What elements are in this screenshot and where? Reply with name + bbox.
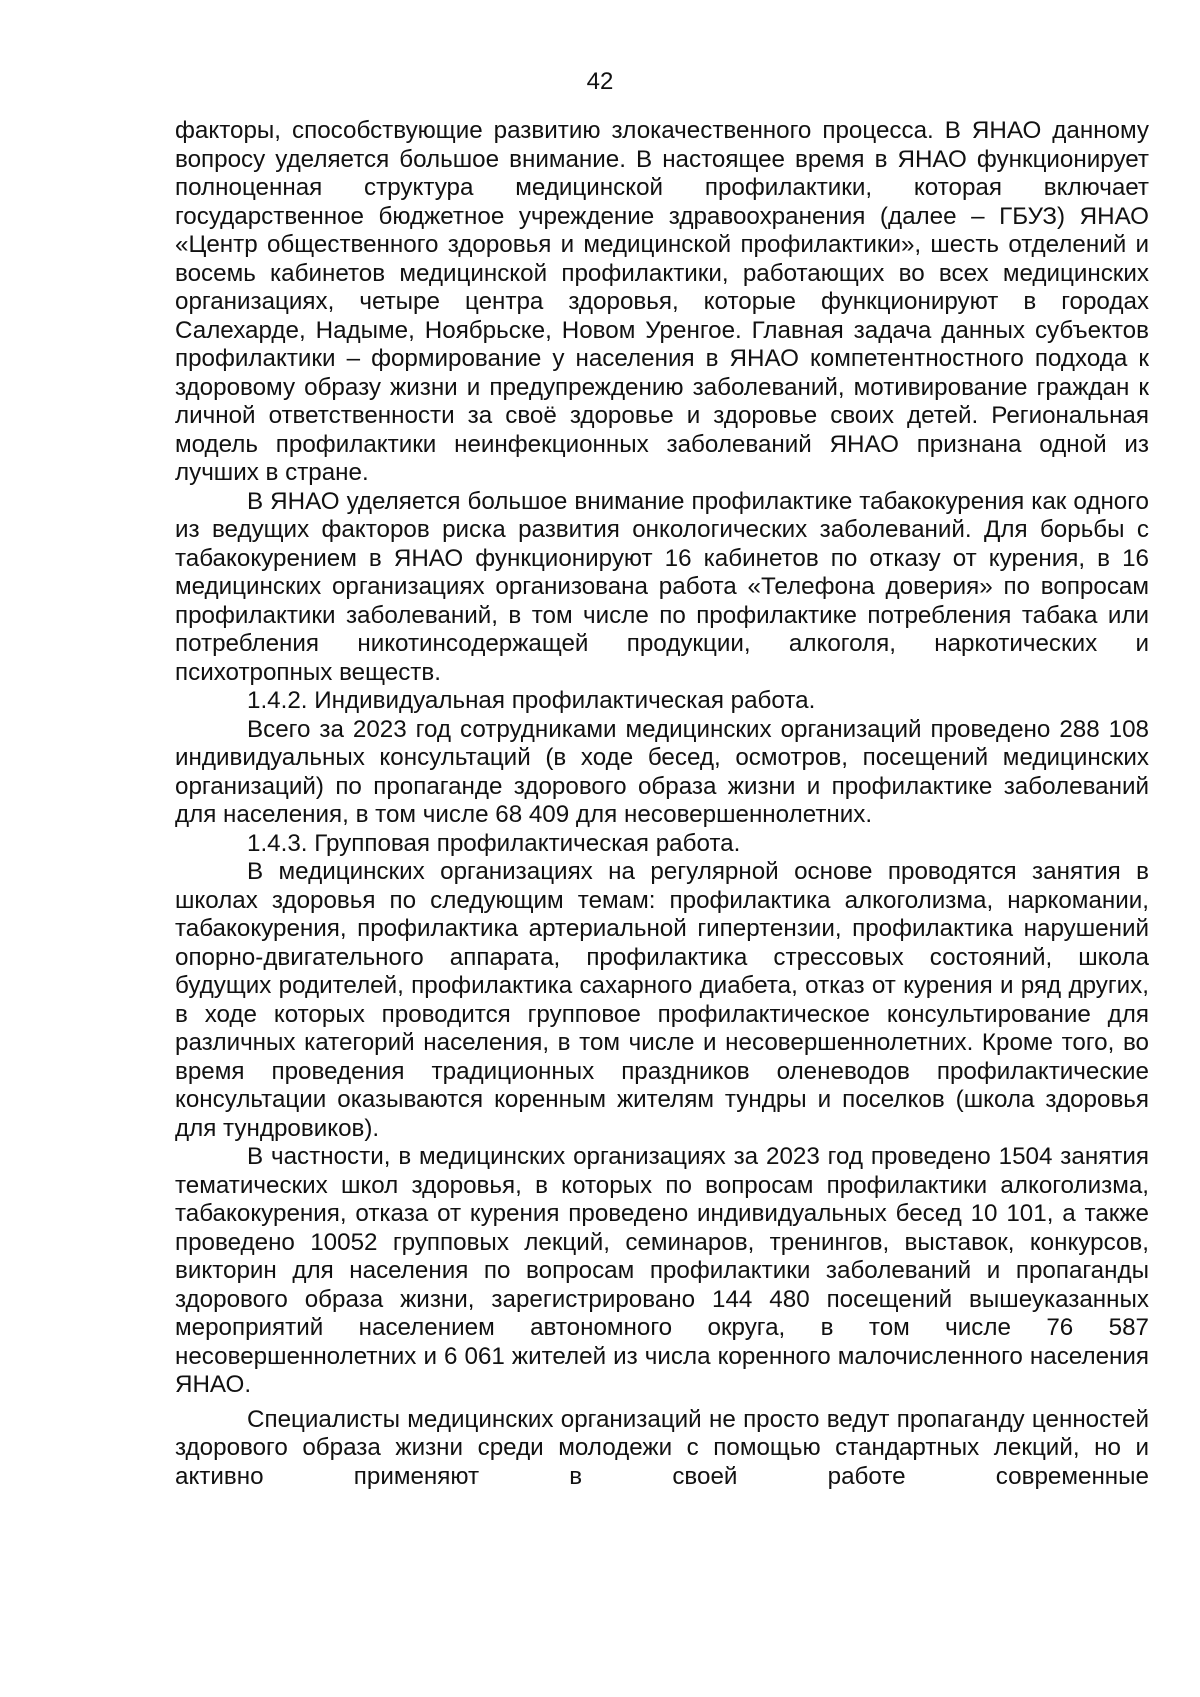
paragraph-cancer-prevention-structure: факторы, способствующие развитию злокачественного процесса. В ЯНАО данному вопросу уделяется большое внимание. В настоящее время в ЯНАО функционирует полноценная структура медицинской профилактики, которая включает государственное бюджетное учреждение здравоохранения (далее – ГБУЗ) ЯНАО «Центр общественного здоровья и медицинской профилактики», шесть отделений и восемь кабинетов медицинской профилактики, работающих во всех медицинских организациях, четыре центра здоровья, которые функционируют в городах Салехарде, Надыме, Ноябрьске, Новом Уренгое. Главная задача данных субъектов профилактики – формирование у населения в ЯНАО компетентностного подхода к здоровому образу жизни и предупреждению заболеваний, мотивирование граждан к личной ответственности за своё здоровье и здоровье своих детей. Региональная модель профилактики неинфекционных заболеваний ЯНАО признана одной из лучших в стране. [175, 117, 1149, 486]
paragraph-2023-statistics: В частности, в медицинских организациях за 2023 год проведено 1504 занятия тематических школ здоровья, в которых по вопросам профилактики алкоголизма, табакокурения, отказа от курения проведено индивидуальных бесед 10 101, а также проведено 10052 групповых лекций, семинаров, тренингов, выставок, конкурсов, викторин для населения по вопросам профилактики заболеваний и пропаганды здорового образа жизни, зарегистрировано 144 480 посещений вышеуказанных мероприятий населением автономного округа, в том числе 76 587 несовершеннолетних и 6 061 жителей из числа коренного малочисленного населения ЯНАО. [175, 1143, 1149, 1398]
body-text [175, 117, 1149, 1491]
section-heading-individual-work: 1.4.2. Индивидуальная профилактическая работа. [247, 687, 816, 714]
page-number: 42 [586, 68, 614, 95]
paragraph-modern-methods: Специалисты медицинских организаций не просто ведут пропаганду ценностей здорового образа жизни среди молодежи с помощью стандартных лекций, но и активно применяют в своей работе современные [175, 1405, 1149, 1490]
paragraph-tobacco-prevention: В ЯНАО уделяется большое внимание профилактике табакокурения как одного из ведущих факторов риска развития онкологических заболеваний. Для борьбы с табакокурением в ЯНАО функционируют 16 кабинетов по отказу от курения, в 16 медицинских организациях организована работа «Телефона доверия» по вопросам профилактики заболеваний, в том числе по профилактике потребления табака или потребления никотинсодержащей продукции, алкоголя, наркотических и психотропных веществ. [175, 487, 1149, 686]
paragraph-individual-consultations: Всего за 2023 год сотрудниками медицинских организаций проведено 288 108 индивидуальных консультаций (в ходе бесед, осмотров, посещений медицинских организаций) по пропаганде здорового образа жизни и профилактике заболеваний для населения, в том числе 68 409 для несовершеннолетних. [175, 715, 1149, 828]
section-heading-group-work: 1.4.3. Групповая профилактическая работа. [247, 829, 741, 857]
paragraph-health-schools: В медицинских организациях на регулярной основе проводятся занятия в школах здоровья по следующим темам: профилактика алкоголизма, наркомании, табакокурения, профилактика артериальной гипертензии, профилактика нарушений опорно-двигательного аппарата, профилактика стрессовых состояний, школа будущих родителей, профилактика сахарного диабета, отказ от курения и ряд других, в ходе которых проводится групповое профилактическое консультирование для различных категорий населения, в том числе и несовершеннолетних. Кроме того, во время проведения традиционных праздников оленеводов профилактические консультации оказываются коренным жителям тундры и поселков (школа здоровья для тундровиков). [175, 858, 1149, 1142]
